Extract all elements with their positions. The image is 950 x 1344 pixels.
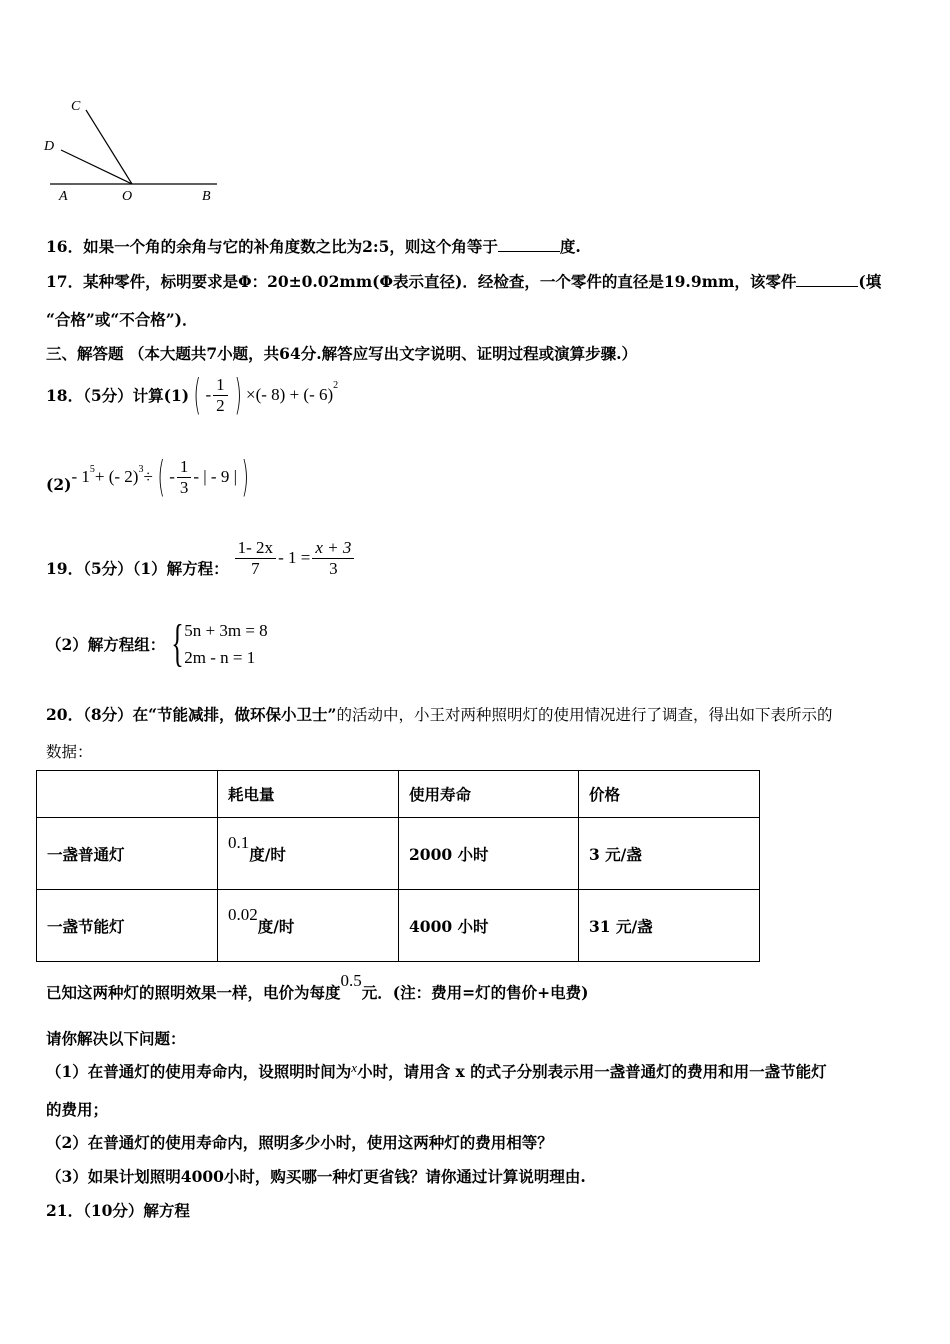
q18-label: 18．（5分）计算(1) bbox=[46, 386, 190, 405]
q17-tail: (填 bbox=[858, 272, 882, 291]
table-row: 一盏节能灯 0.02度/时 4000 小时 31 元/盏 bbox=[37, 890, 760, 962]
q16-tail: 度. bbox=[559, 237, 581, 256]
q16-blank bbox=[498, 237, 560, 252]
label-d: D bbox=[44, 139, 55, 154]
question-18-part1 bbox=[46, 370, 338, 420]
question-20-line1: 20．（8分）在“节能减排，做环保小卫士”的活动中，小王对两种照明灯的使用情况进行了调查，得出如下表所示的 bbox=[46, 705, 833, 724]
question-20-sub1-cont: 的费用； bbox=[46, 1100, 109, 1119]
q18-frac2: $\frac{1}{3}$ bbox=[177, 457, 192, 498]
q19-label: 19．（5分）（1）解方程： bbox=[46, 559, 229, 578]
label-a: A bbox=[59, 189, 68, 204]
system-eq2: 2m - n = 1 bbox=[184, 648, 256, 667]
question-16 bbox=[46, 235, 581, 257]
question-18-part2 bbox=[46, 452, 253, 502]
angle-figure bbox=[40, 90, 230, 210]
q18-label2: (2) bbox=[46, 474, 72, 494]
q18-frac: $\frac{1}{2}$ bbox=[213, 375, 228, 416]
question-20-sub1: （1）在普通灯的使用寿命内，设照明时间为$^x$小时，请用含 x 的式子分别表示用一盏普通灯的费用和用一盏节能灯 bbox=[46, 1060, 827, 1081]
system-eq1: 5n + 3m = 8 bbox=[184, 621, 268, 640]
system-brace: { bbox=[171, 615, 185, 672]
table-row: 一盏普通灯 0.1度/时 2000 小时 3 元/盏 bbox=[37, 818, 760, 890]
q19-label2: （2）解方程组： bbox=[46, 635, 166, 654]
section-3-heading: 三、解答题 （本大题共7小题，共64分.解答应写出文字说明、证明过程或演算步骤.） bbox=[46, 344, 638, 363]
question-19-part1 bbox=[46, 533, 356, 583]
q17-text: 17．某种零件，标明要求是Φ：20±0.02mm(Φ表示直径)．经检查，一个零件的直径是19.9mm，该零件 bbox=[46, 272, 797, 291]
question-21: 21．（10分）解方程 bbox=[46, 1201, 190, 1220]
label-c: C bbox=[71, 99, 81, 114]
q17-blank bbox=[796, 272, 858, 287]
question-17-line2: “合格”或“不合格”)． bbox=[46, 310, 198, 329]
q19-equation: $\frac{1- 2x}{7}$ - 1 = $\frac{x + 3}{3}$ bbox=[233, 538, 357, 579]
q18-minus: - bbox=[205, 385, 212, 404]
question-19-part2 bbox=[46, 616, 268, 672]
q18-expr1: ( - $\frac{1}{2}$ ) ×(- 8) + (- 6) $^2$ bbox=[193, 370, 339, 419]
q18-expr2: - 1 $^5$ + (- 2) $^3$ ÷ ( - $\frac{1}{3}$ - | - 9 | ) bbox=[71, 452, 249, 501]
question-20-note: 已知这两种灯的照明效果一样，电价为每度0.5元．(注：费用=灯的售价+电费) bbox=[46, 971, 589, 1002]
question-17 bbox=[46, 270, 881, 292]
question-20-line2: 数据： bbox=[46, 743, 93, 761]
q19-system bbox=[184, 617, 267, 671]
label-b: B bbox=[202, 189, 211, 204]
q18-rest: ×(- 8) + (- 6) bbox=[246, 385, 334, 404]
question-20-sub3: （3）如果计划照明4000小时，购买哪一种灯更省钱？请你通过计算说明理由. bbox=[46, 1167, 586, 1186]
q16-text: 16．如果一个角的余角与它的补角度数之比为2:5，则这个角等于 bbox=[46, 237, 498, 256]
lamp-table bbox=[36, 770, 760, 962]
q18-exp: 2 bbox=[333, 380, 339, 391]
question-20-ask: 请你解决以下问题： bbox=[46, 1029, 186, 1048]
question-20-sub2: （2）在普通灯的使用寿命内，照明多少小时，使用这两种灯的费用相等？ bbox=[46, 1133, 553, 1152]
label-o: O bbox=[122, 189, 133, 204]
table-header-row: 耗电量 使用寿命 价格 bbox=[37, 771, 760, 818]
